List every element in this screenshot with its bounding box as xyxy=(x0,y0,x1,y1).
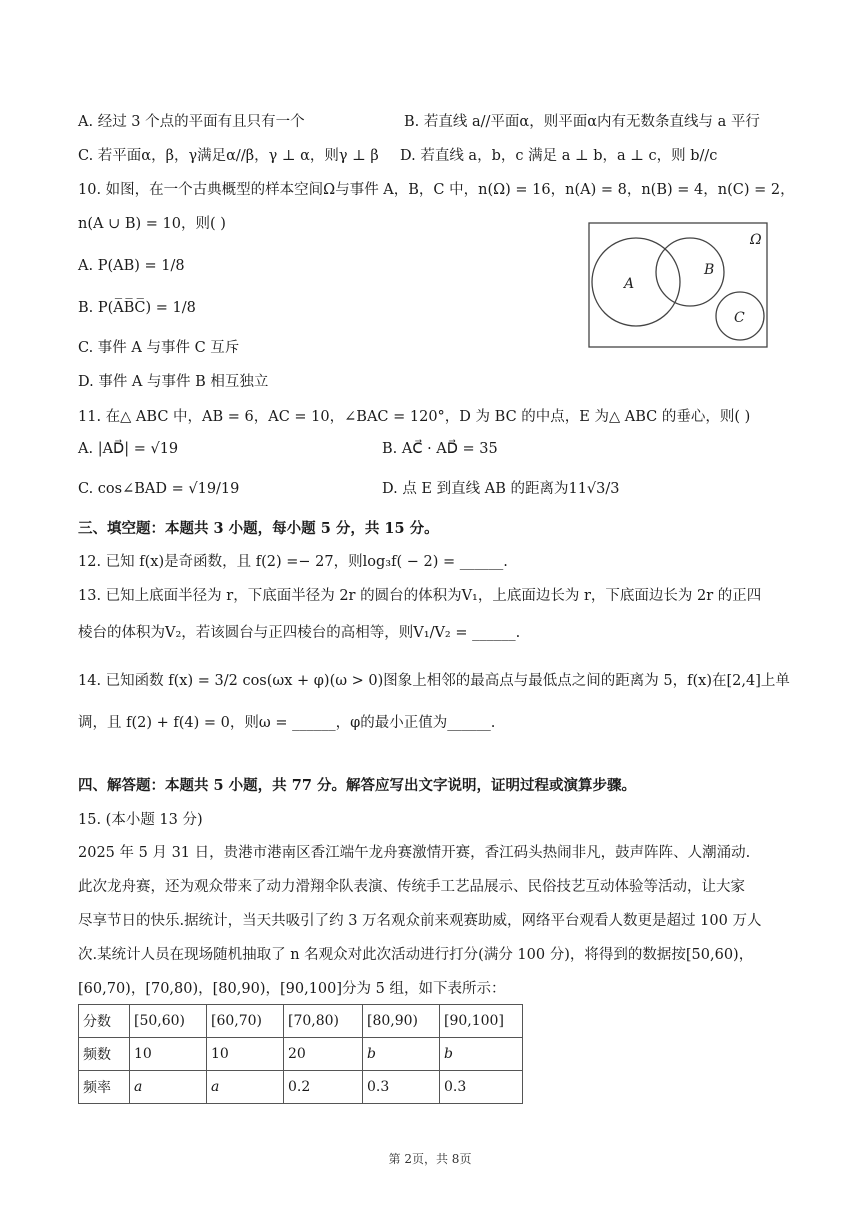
venn-label-c: C xyxy=(734,310,745,326)
table-cell: 频数 xyxy=(79,1038,130,1071)
q9-option-a: A. 经过 3 个点的平面有且只有一个 xyxy=(78,114,305,130)
q9-option-c: C. 若平面α，β，γ满足α//β，γ ⊥ α，则γ ⊥ β xyxy=(78,148,379,164)
table-cell: 频率 xyxy=(79,1071,130,1104)
q14-line1: 14. 已知函数 f(x) = 3/2 cos(ωx + φ)(ω > 0)图象上相邻的最高点与最低点之间的距离为 5，f(x)在[2,4]上单 xyxy=(78,673,790,689)
table-row xyxy=(79,1005,523,1038)
q12: 12. 已知 f(x)是奇函数，且 f(2) =− 27，则log₃f( − 2) = ______. xyxy=(78,554,508,570)
q14-line2: 调，且 f(2) + f(4) = 0，则ω = ______，φ的最小正值为______. xyxy=(78,715,496,731)
table-row xyxy=(79,1038,523,1071)
table-cell: 10 xyxy=(207,1038,284,1071)
table-cell: a xyxy=(207,1071,284,1104)
table-cell: [50,60) xyxy=(130,1005,207,1038)
page-footer: 第 2页，共 8页 xyxy=(388,1152,472,1166)
q13-line2: 棱台的体积为V₂，若该圆台与正四棱台的高相等，则V₁/V₂ = ______. xyxy=(78,625,521,641)
table-cell: 0.3 xyxy=(363,1071,440,1104)
section-3-heading: 三、填空题：本题共 3 小题，每小题 5 分，共 15 分。 xyxy=(78,520,439,537)
q11-option-c: C. cos∠BAD = √19/19 xyxy=(78,481,240,497)
q9-option-b: B. 若直线 a//平面α，则平面α内有无数条直线与 a 平行 xyxy=(404,114,760,130)
table-cell: [90,100] xyxy=(440,1005,523,1038)
table-cell: 10 xyxy=(130,1038,207,1071)
table-cell: 分数 xyxy=(79,1005,130,1038)
q11-option-a: A. |AD⃗| = √19 xyxy=(78,441,179,457)
q10-stem-line1: 10. 如图，在一个古典概型的样本空间Ω与事件 A，B，C 中，n(Ω) = 16，n(A) = 8，n(B) = 4，n(C) = 2， xyxy=(78,182,795,198)
q11-stem: 11. 在△ ABC 中，AB = 6，AC = 10，∠BAC = 120°，D 为 BC 的中点，E 为△ ABC 的垂心，则( ) xyxy=(78,409,751,425)
table-cell: [80,90) xyxy=(363,1005,440,1038)
q10-option-d: D. 事件 A 与事件 B 相互独立 xyxy=(78,374,269,390)
table-row xyxy=(79,1071,523,1104)
q13-line1: 13. 已知上底面半径为 r，下底面半径为 2r 的圆台的体积为V₁，上底面边长为 r，下底面边长为 2r 的正四 xyxy=(78,588,762,604)
table-cell: 0.3 xyxy=(440,1071,523,1104)
venn-label-a: A xyxy=(624,276,635,292)
q11-option-b: B. AC⃗ · AD⃗ = 35 xyxy=(382,441,498,457)
q9-option-d: D. 若直线 a，b，c 满足 a ⊥ b，a ⊥ c，则 b//c xyxy=(400,148,718,164)
table-cell: 20 xyxy=(284,1038,363,1071)
q15-paragraph-4: 次.某统计人员在现场随机抽取了 n 名观众对此次活动进行打分(满分 100 分)，将得到的数据按[50,60)， xyxy=(78,947,754,963)
score-table xyxy=(78,1004,523,1104)
table-cell: b xyxy=(363,1038,440,1071)
venn-diagram xyxy=(588,222,768,348)
q10-stem-line2: n(A ∪ B) = 10，则( ) xyxy=(78,216,226,232)
q15-paragraph-3: 尽享节日的快乐.据统计，当天共吸引了约 3 万名观众前来观赛助威，网络平台观看人数更是超过 100 万人 xyxy=(78,913,762,929)
q15-paragraph-5: [60,70)，[70,80)，[80,90)，[90,100]分为 5 组，如下表所示： xyxy=(78,981,506,997)
q15-paragraph-1: 2025 年 5 月 31 日，贵港市港南区香江端午龙舟赛激情开赛，香江码头热闹非凡，鼓声阵阵、人潮涌动. xyxy=(78,845,751,861)
q11-option-d: D. 点 E 到直线 AB 的距离为11√3/3 xyxy=(382,481,620,497)
table-cell: a xyxy=(130,1071,207,1104)
q10-option-c: C. 事件 A 与事件 C 互斥 xyxy=(78,340,240,356)
section-4-heading: 四、解答题：本题共 5 小题，共 77 分。解答应写出文字说明，证明过程或演算步骤。 xyxy=(78,777,636,794)
venn-label-omega: Ω xyxy=(750,232,762,248)
table-cell: [60,70) xyxy=(207,1005,284,1038)
q10-option-a: A. P(AB) = 1/8 xyxy=(78,258,185,274)
table-cell: [70,80) xyxy=(284,1005,363,1038)
table-cell: b xyxy=(440,1038,523,1071)
table-cell: 0.2 xyxy=(284,1071,363,1104)
venn-sample-space xyxy=(589,223,767,347)
q15-heading: 15. (本小题 13 分) xyxy=(78,812,203,828)
q10-option-b: B. P(A̅B̅C̅) = 1/8 xyxy=(78,300,196,316)
venn-circle-a xyxy=(592,238,680,326)
venn-label-b: B xyxy=(704,262,715,278)
q15-paragraph-2: 此次龙舟赛，还为观众带来了动力滑翔伞队表演、传统手工艺品展示、民俗技艺互动体验等活动，让大家 xyxy=(78,879,745,895)
